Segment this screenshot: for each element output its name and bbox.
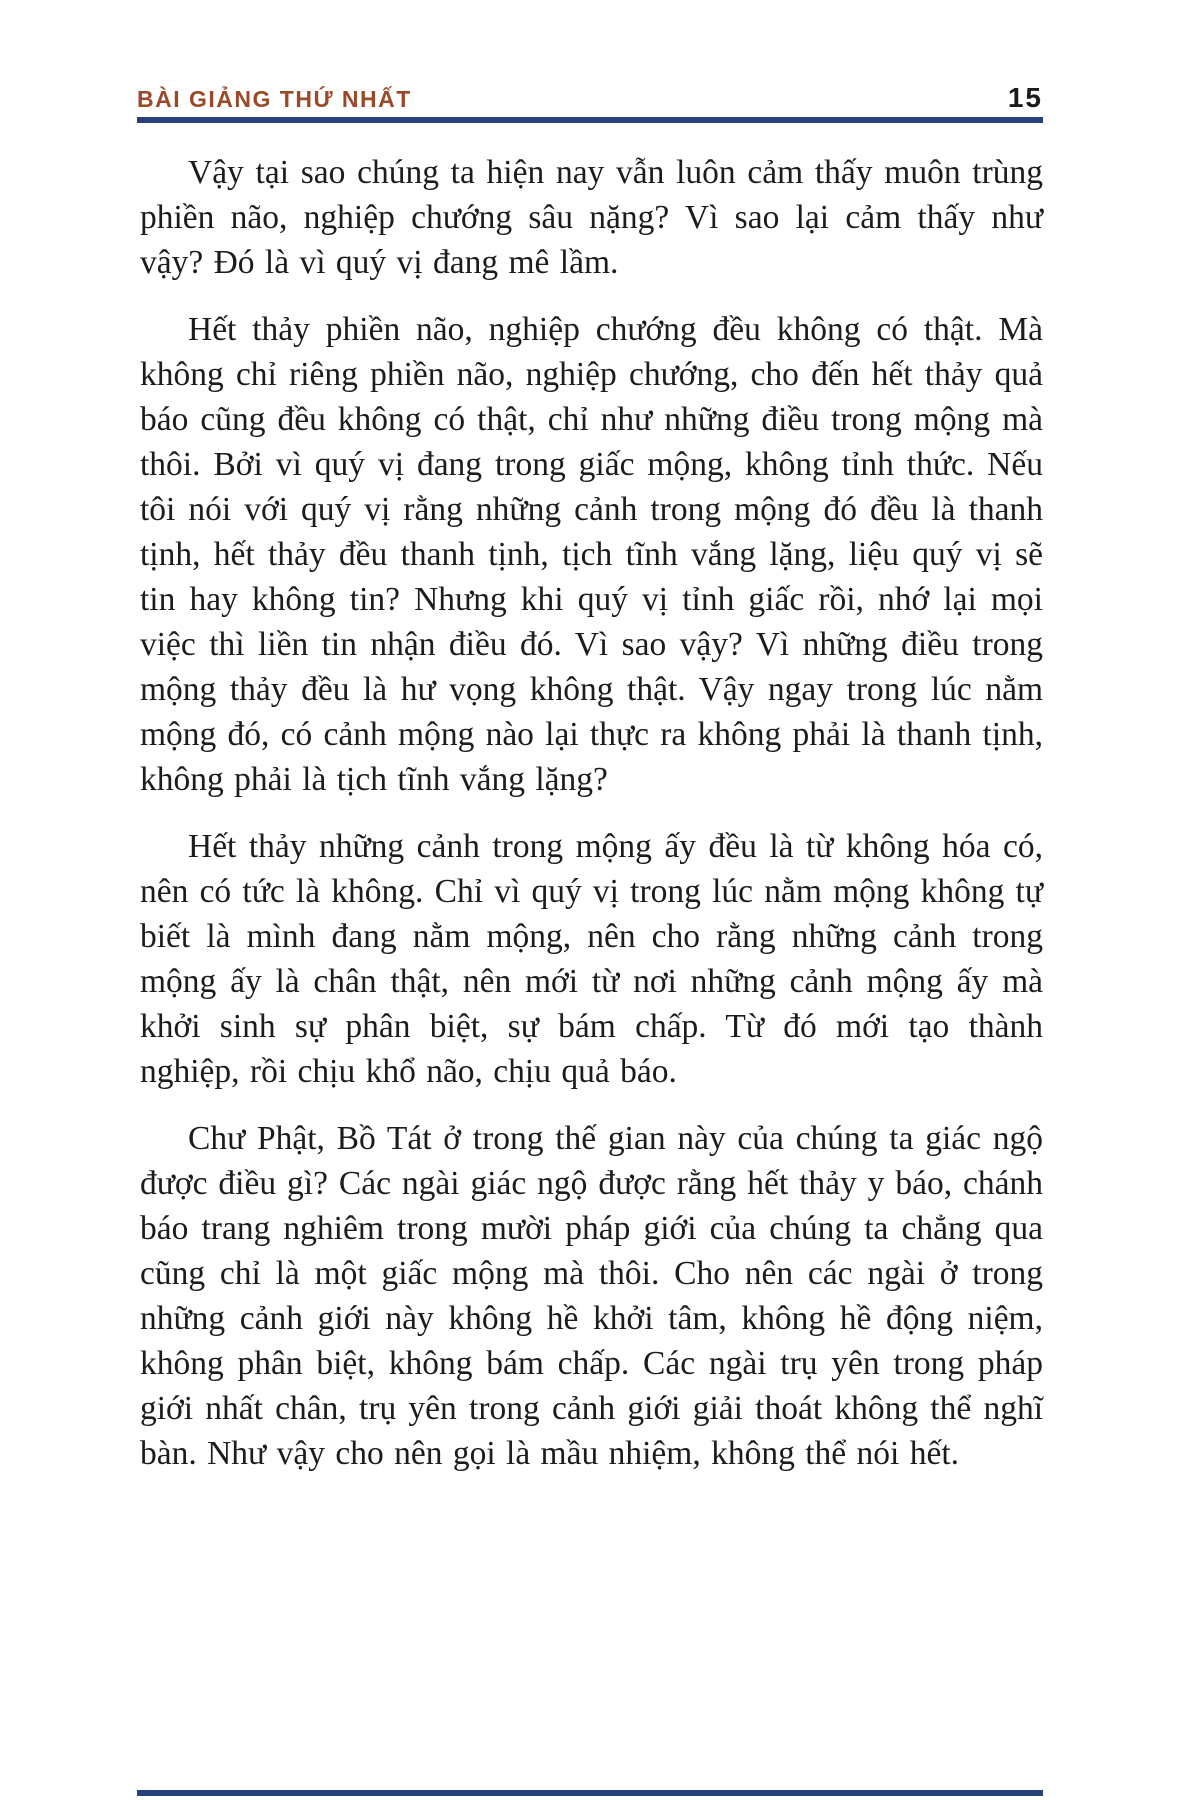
paragraph: Hết thảy những cảnh trong mộng ấy đều là từ không hóa có, nên có tức là không. Chỉ vì quý vị trong lúc nằm mộng không tự biết là mình đang nằm mộng, nên cho rằng những cảnh trong mộng ấy là chân thật, nên mới từ nơi những cảnh mộng ấy mà khởi sinh sự phân biệt, sự bám chấp. Từ đó mới tạo thành nghiệp, rồi chịu khổ não, chịu quả báo. <box>140 828 1043 1090</box>
paragraph: Hết thảy phiền não, nghiệp chướng đều không có thật. Mà không chỉ riêng phiền não, nghiệp chướng, cho đến hết thảy quả báo cũng đều không có thật, chỉ như những điều trong mộng mà thôi. Bởi vì quý vị đang trong giấc mộng, không tỉnh thức. Nếu tôi nói với quý vị rằng những cảnh trong mộng đó đều là thanh tịnh, hết thảy đều thanh tịnh, tịch tĩnh vắng lặng, liệu quý vị sẽ tin hay không tin? Nhưng khi quý vị tỉnh giấc rồi, nhớ lại mọi việc thì liền tin nhận điều đó. Vì sao vậy? Vì những điều trong mộng thảy đều là hư vọng không thật. Vậy ngay trong lúc nằm mộng đó, có cảnh mộng nào lại thực ra không phải là thanh tịnh, không phải là tịch tĩnh vắng lặng? <box>140 311 1043 798</box>
header-rule <box>137 117 1043 123</box>
running-head: BÀI GIẢNG THỨ NHẤT <box>137 86 412 112</box>
page-number: 15 <box>1007 82 1043 113</box>
paragraph: Chư Phật, Bồ Tát ở trong thế gian này của chúng ta giác ngộ được điều gì? Các ngài giác ngộ được rằng hết thảy y báo, chánh báo trang nghiêm trong mười pháp giới của chúng ta chẳng qua cũng chỉ là một giấc mộng mà thôi. Cho nên các ngài ở trong những cảnh giới này không hề khởi tâm, không hề động niệm, không phân biệt, không bám chấp. Các ngài trụ yên trong pháp giới nhất chân, trụ yên trong cảnh giới giải thoát không thể nghĩ bàn. Như vậy cho nên gọi là mầu nhiệm, không thể nói hết. <box>140 1120 1043 1472</box>
page-header <box>137 82 1043 114</box>
footer-rule <box>137 1790 1043 1796</box>
paragraph: Vậy tại sao chúng ta hiện nay vẫn luôn cảm thấy muôn trùng phiền não, nghiệp chướng sâu nặng? Vì sao lại cảm thấy như vậy? Đó là vì quý vị đang mê lầm. <box>140 154 1043 281</box>
page-body <box>140 150 1043 1498</box>
